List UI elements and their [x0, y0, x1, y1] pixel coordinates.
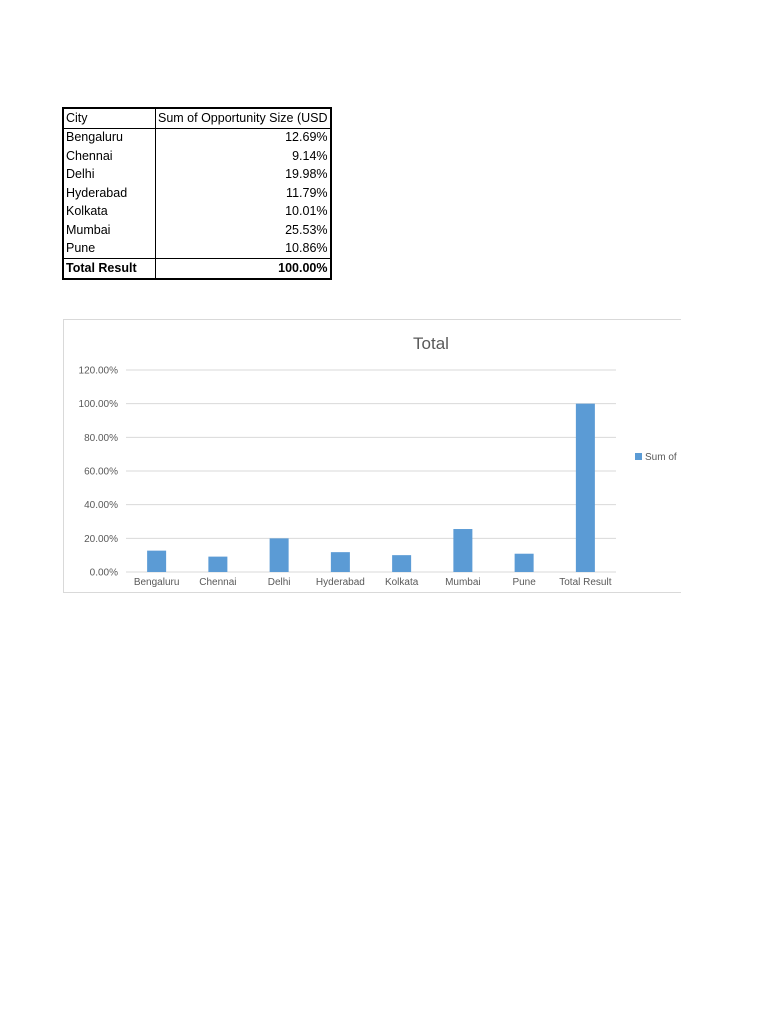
y-tick-label: 20.00%	[84, 533, 118, 545]
row-value: 10.01%	[285, 204, 328, 219]
x-tick-label: Kolkata	[384, 577, 419, 588]
bar	[147, 551, 166, 572]
chart-title: Total	[413, 334, 449, 353]
bar	[576, 404, 595, 572]
bar	[453, 529, 472, 572]
bar	[392, 555, 411, 572]
row-city: Kolkata	[63, 203, 156, 222]
y-tick-label: 60.00%	[84, 466, 118, 478]
y-tick-label: 40.00%	[84, 500, 118, 512]
y-tick-label: 0.00%	[89, 567, 118, 579]
bars	[147, 404, 595, 572]
x-tick-label: Delhi	[267, 577, 291, 588]
row-value: 12.69%	[285, 130, 328, 145]
legend-swatch	[635, 453, 642, 460]
y-tick-label: 100.00%	[78, 399, 118, 411]
total-value: 100.00%	[156, 259, 331, 279]
row-value: 11.79%	[286, 185, 328, 200]
bar	[208, 557, 227, 572]
x-tick-label: Total Result	[559, 577, 612, 588]
y-tick-label: 120.00%	[78, 365, 118, 377]
bar	[331, 552, 350, 572]
header-city: City	[63, 108, 156, 128]
bar	[515, 554, 534, 572]
x-tick-label: Mumbai	[445, 577, 481, 588]
legend	[635, 452, 677, 463]
x-tick-label: Chennai	[199, 577, 237, 588]
x-axis-ticks	[134, 577, 612, 588]
y-axis-ticks	[79, 366, 119, 579]
row-city: Delhi	[63, 166, 156, 185]
row-value: 19.98%	[285, 167, 328, 182]
total-label: Total Result	[63, 259, 156, 279]
grid-layer	[126, 370, 616, 572]
row-city: Pune	[63, 240, 156, 259]
row-value: 25.53%	[285, 222, 328, 237]
bar	[270, 538, 289, 572]
x-tick-label: Hyderabad	[315, 577, 365, 588]
header-sum: Sum of Opportunity Size (USD	[156, 108, 331, 128]
row-value: 9.14%	[292, 148, 328, 163]
legend-label: Sum of	[645, 452, 677, 463]
row-city: Chennai	[63, 147, 156, 166]
row-city: Mumbai	[63, 221, 156, 240]
row-city: Bengaluru	[63, 128, 156, 147]
row-city: Hyderabad	[63, 184, 156, 203]
x-tick-label: Pune	[512, 577, 536, 588]
x-tick-label: Bengaluru	[133, 577, 180, 588]
row-value: 10.86%	[285, 241, 328, 256]
y-tick-label: 80.00%	[84, 432, 118, 444]
